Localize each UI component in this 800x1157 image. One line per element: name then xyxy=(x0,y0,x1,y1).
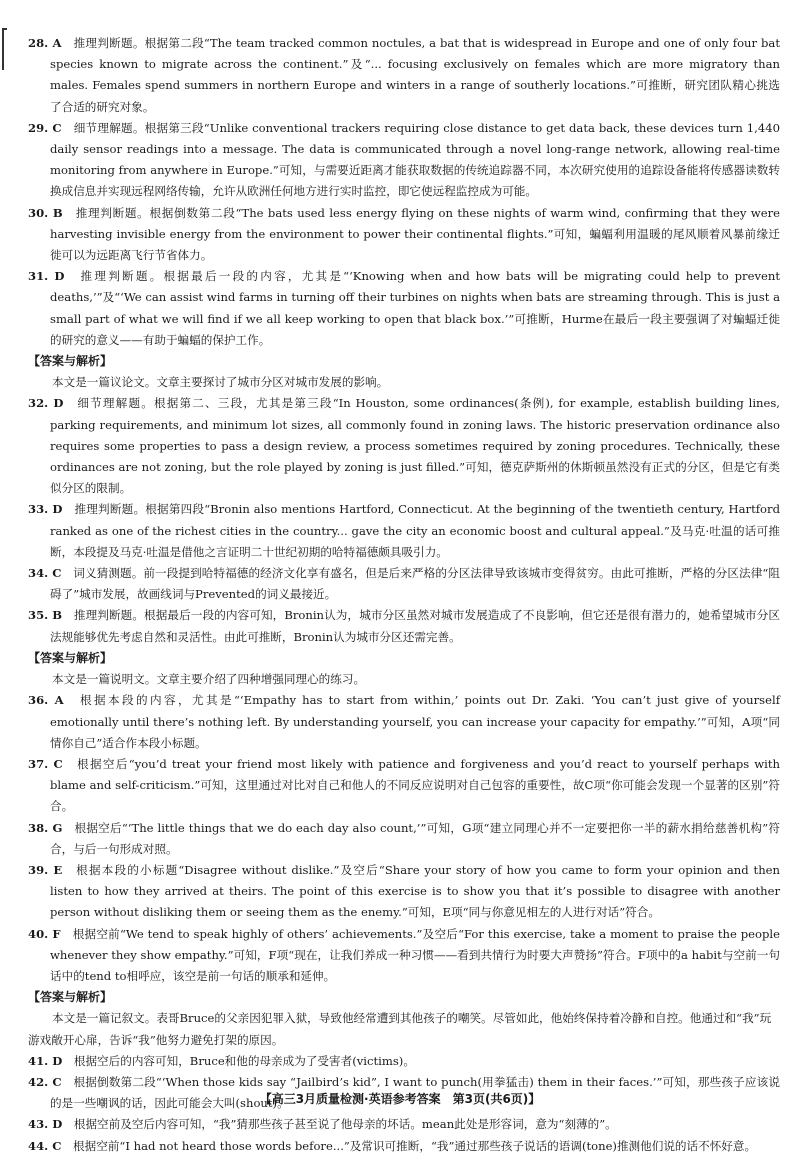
answer-number: 29. C xyxy=(28,120,62,135)
section-intro-c: 本文是一篇说明文。文章主要介绍了四种增强同理心的练习。 xyxy=(52,672,366,687)
answer-number: 44. C xyxy=(28,1138,62,1153)
answer-content xyxy=(28,33,780,1157)
answer-item xyxy=(28,393,780,499)
answer-number: 28. A xyxy=(28,36,62,50)
answer-explanation: 推理判断题。根据第四段“Bronin also mentions Hartford, Connecticut. At the beginning of the twentieth century, Hartford ranked as one of the richest cities in the country... gave the city an economic boost and cultural appeal.”及马克·吐温的话可推断，本段提及马克·吐温是借他之言证明二十世纪初期的哈特福德颇具吸引力。 xyxy=(50,502,780,559)
answer-item xyxy=(28,118,780,203)
answer-number: 37. C xyxy=(28,756,63,771)
answer-explanation: 根据空后的内容可知，Bruce和他的母亲成为了受害者(victims)。 xyxy=(62,1053,415,1068)
answer-explanation: 推理判断题。根据最后一段的内容可知，Bronin认为，城市分区虽然对城市发展造成了不良影响，但它还是很有潜力的，她希望城市分区法规能够优先考虑自然和灵活性。由此可推断，Bronin认为城市分区还需完善。 xyxy=(50,608,780,644)
answer-explanation: 根据空后“you’d treat your friend most likely with patience and forgiveness and you’d react to yourself perhaps with blame and self-criticism.”可知，这里通过对比对自己和他人的不同反应说明对自己包容的重要性，故C项“你可能会发现一个显著的区别”符合。 xyxy=(50,756,780,814)
answer-explanation: 细节理解题。根据第三段“Unlike conventional trackers requiring close distance to get data back, these devices turn 1,440 daily sensor readings into a message. The data is communicated through a novel long-range network, allowing real-time monitoring from anywhere in Europe.”可知，与需要近距离才能获取数据的传统追踪器不同，本次研究使用的追踪设备能将传感器读数转换成信息并实现远程网络传输，允许从欧洲任何地方进行实时监控，即它使远程监控成为可能。 xyxy=(50,120,780,199)
answer-explanation: 根据本段的内容，尤其是“‘Empathy has to start from within,’ points out Dr. Zaki. ‘You can’t just give of yourself emotionally until there’s nothing left. By understanding yourself, you can increase your capacity for empathy.’”可知，A项“同情你自己”适合作本段小标题。 xyxy=(50,693,780,750)
answer-number: 31. D xyxy=(28,269,65,284)
answer-explanation: 根据空前“We tend to speak highly of others’ achievements.”及空后“For this exercise, take a moment to praise the people whenever they show empathy.”可知，F项“现在，让我们养成一种习惯——看到共情行为时要大声赞扬”符合。F项中的a habit与空前一句话中的tend to相呼应，该空是前一句话的顺承和延伸。 xyxy=(50,926,780,983)
answer-number: 34. C xyxy=(28,566,62,581)
answer-item xyxy=(28,203,780,267)
answer-number: 41. D xyxy=(28,1053,63,1068)
answer-number: 35. B xyxy=(28,608,63,623)
answer-item xyxy=(28,266,780,351)
answer-item xyxy=(28,690,780,754)
answer-explanation: 推理判断题。根据倒数第二段“The bats used less energy flying on these nights of warm wind, confirming that they were harvesting invisible energy from the environment to power their continental flights.”可知，蝙蝠利用温暖的尾风顺着风暴前缘迁徙可以为远距离飞行节省体力。 xyxy=(50,205,780,263)
answer-item xyxy=(28,860,780,924)
answer-explanation: 根据空后“‘The little things that we do each day also count,’”可知，G项“建立同理心并不一定要把你一半的薪水捐给慈善机构”符合，与后一句形成对照。 xyxy=(50,820,781,856)
answer-item xyxy=(28,563,780,605)
answer-number: 38. G xyxy=(28,820,63,835)
answer-explanation: 根据倒数第二段“‘When those kids say “Jailbird’s kid”, I want to punch(用拳猛击) them in their faces.’”可知，那些孩子应该说的是一些嘲讽的话，因此可能会大叫(shout)。 xyxy=(50,1074,780,1111)
answer-explanation: 根据本段的小标题“Disagree without dislike.”及空后“Share your story of how you came to form your opinion and then listen to how they arrived at theirs. The point of this exercise is to show you that it’s possible to disagree with another person without disliking them or seeing them as the enemy.”可知，E项“同与你意见相左的人进行对话”符合。 xyxy=(50,862,781,920)
section-heading-b: 【答案与解析】 xyxy=(28,354,113,369)
section-intro-b: 本文是一篇议论文。文章主要探讨了城市分区对城市发展的影响。 xyxy=(52,375,389,390)
answer-number: 32. D xyxy=(28,396,64,411)
answer-number: 40. F xyxy=(28,926,61,941)
answers-group-b xyxy=(28,393,780,647)
answer-item xyxy=(28,499,780,563)
section-intro-d: 本文是一篇记叙文。表哥Bruce的父亲因犯罪入狱，导致他经常遭到其他孩子的嘲笑。尽管如此，他始终保持着冷静和自控。他通过和“我”玩游戏敞开心扉，告诉“我”他努力避免打架的原因。 xyxy=(28,1011,772,1047)
answer-explanation: 推理判断题。根据最后一段的内容，尤其是“‘Knowing when and how bats will be migrating could help to prevent deaths,’”及“‘We can assist wind farms in turning off their turbines on nights when bats are streaming through. This is just a small part of what we will find if we all keep working to open that black box.’”可推断，Hurme在最后一段主要强调了对蝙蝠迁徙的研究的意义——有助于蝙蝠的保护工作。 xyxy=(50,269,780,347)
answer-item xyxy=(28,1114,780,1135)
answers-group-c xyxy=(28,690,780,987)
answer-explanation: 细节理解题。根据第二、三段，尤其是第三段“In Houston, some ordinances(条例), for example, establish building lines, parking requirements, and minimum lot sizes, all commonly found in zoning laws. The historic preservation ordinance also requires some properties to pass a design review, a process sometimes required by zoning procedures. Technically, these ordinances are not zoning, but the role played by zoning is just filled.”可知，德克萨斯州的休斯顿虽然没有正式的分区，但是它有类似分区的限制。 xyxy=(50,396,780,496)
answer-explanation: 词义猜测题。前一段提到哈特福德的经济文化享有盛名，但是后来严格的分区法律导致该城市变得贫穷。由此可推断，严格的分区法律“阻碍了”城市发展，故画线词与Prevented的词义最接近。 xyxy=(50,566,781,602)
answer-number: 33. D xyxy=(28,502,63,517)
answer-item xyxy=(28,1051,780,1072)
section-heading-c: 【答案与解析】 xyxy=(28,650,113,665)
answer-number: 39. E xyxy=(28,862,63,877)
answer-number: 42. C xyxy=(28,1074,62,1089)
page-edge-mark xyxy=(2,28,7,70)
answers-group-a xyxy=(28,33,780,351)
answer-item xyxy=(28,754,780,818)
answer-explanation: 推理判断题。根据第二段“The team tracked common noctules, a bat that is widespread in Europe and one of only four bat species known to migrate across the continent.”及“... focusing exclusively on females which are more migratory than males. Females spend summers in northern Europe and winters in a range of southerly locations.”可推断，研究团队精心挑选了合适的研究对象。 xyxy=(50,36,780,114)
section-heading-d: 【答案与解析】 xyxy=(28,990,113,1005)
answer-item xyxy=(28,924,780,988)
answer-explanation: 根据空前及空后内容可知，“我”猜那些孩子甚至说了他母亲的坏话。mean此处是形容词，意为“刻薄的”。 xyxy=(62,1117,617,1132)
answer-number: 36. A xyxy=(28,693,64,708)
answer-item xyxy=(28,1136,780,1157)
answer-number: 43. D xyxy=(28,1117,63,1132)
answer-number: 30. B xyxy=(28,205,63,220)
page-footer: 【高三3月质量检测·英语参考答案 第3页(共6页)】 xyxy=(259,1092,541,1106)
answer-item xyxy=(28,605,780,647)
answer-item xyxy=(28,33,780,118)
answer-explanation: 根据空前“I had not heard those words before...”及常识可推断，“我”通过那些孩子说话的语调(tone)推测他们说的话不怀好意。 xyxy=(61,1138,757,1153)
answer-item xyxy=(28,818,780,860)
